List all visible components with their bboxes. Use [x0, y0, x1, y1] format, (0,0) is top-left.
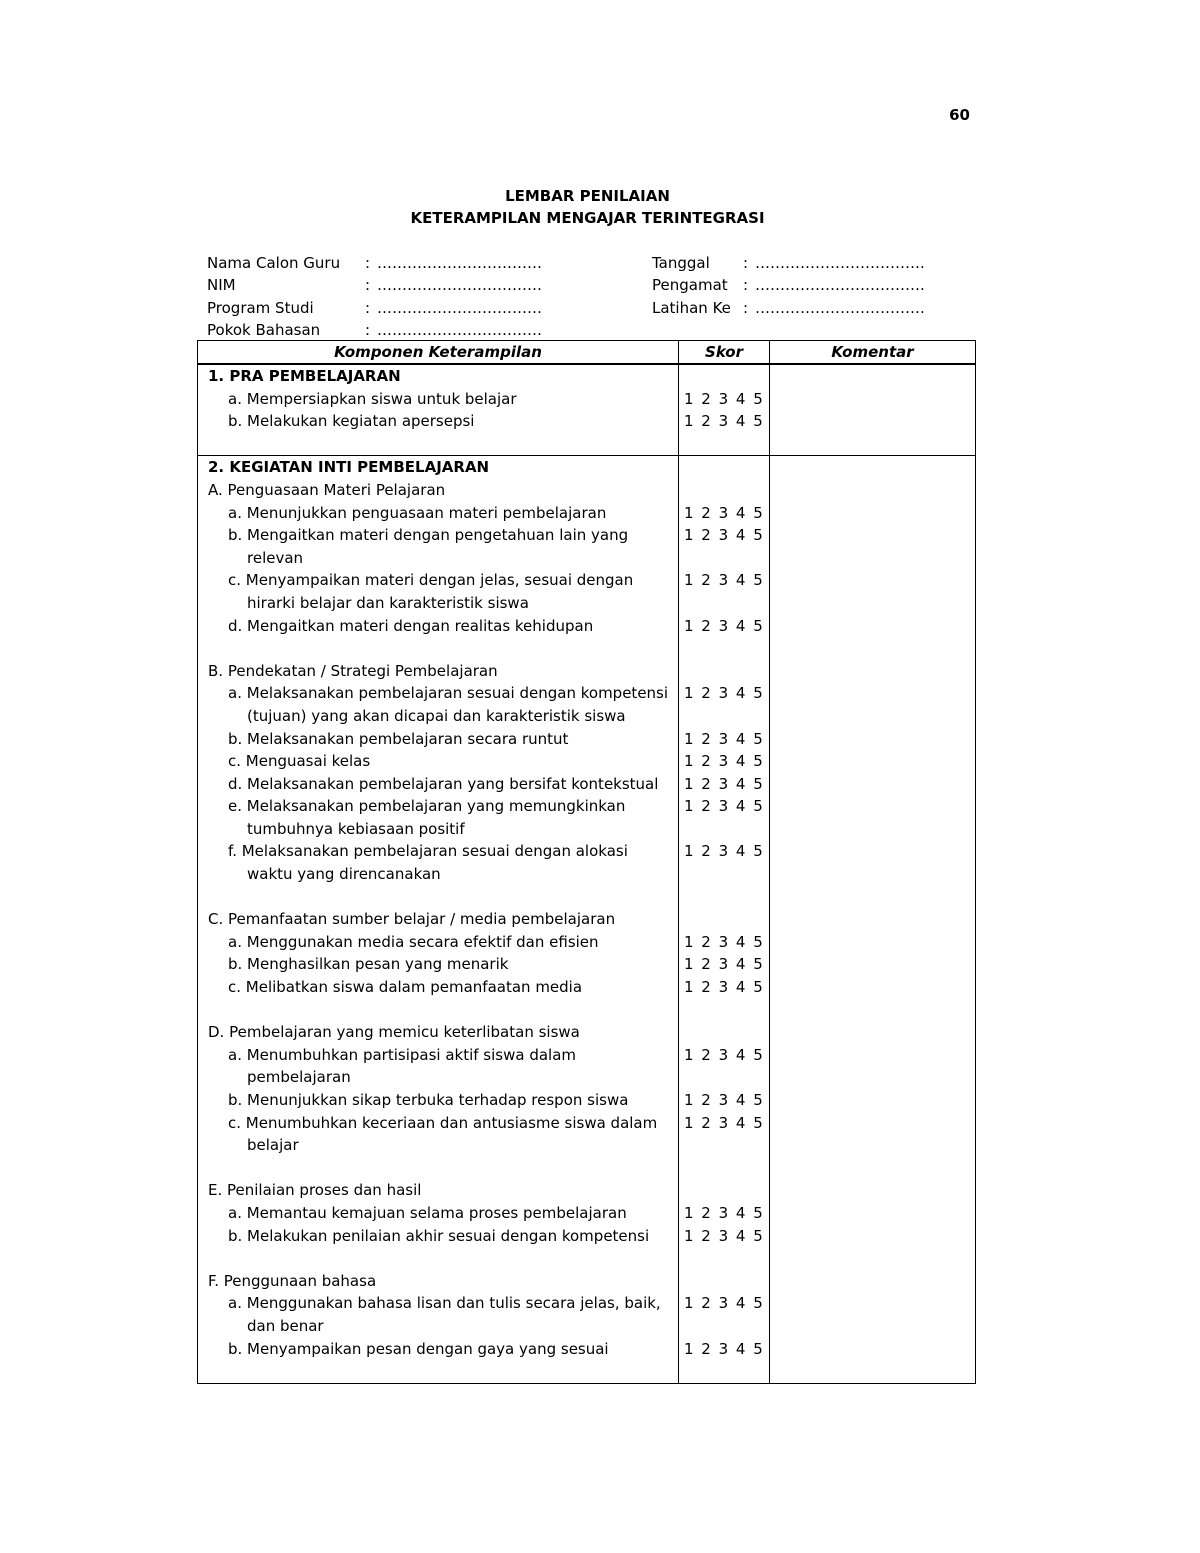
score-blank — [679, 456, 769, 479]
score-blank — [679, 1179, 769, 1202]
criterion-text: dan benar — [247, 1316, 324, 1335]
subsection-heading: F. Penggunaan bahasa — [208, 1271, 377, 1290]
blank-line — [198, 1247, 678, 1270]
criterion-text: c. Menyampaikan materi dengan jelas, sesuai dengan — [228, 571, 634, 590]
score-blank — [679, 1270, 769, 1293]
criterion-text: b. Menghasilkan pesan yang menarik — [228, 955, 509, 974]
criterion-text: b. Mengaitkan materi dengan pengetahuan lain yang — [228, 526, 629, 545]
score-scale[interactable]: 1 2 3 4 5 — [684, 1091, 764, 1109]
field-value[interactable]: ……………………………. — [755, 254, 925, 272]
blank-line — [198, 433, 678, 456]
score-blank — [679, 1066, 769, 1089]
score-blank — [679, 818, 769, 841]
score-blank — [679, 592, 769, 615]
header-komponen: Komponen Keterampilan — [198, 341, 679, 365]
blank-line — [198, 886, 678, 909]
score-blank — [679, 999, 769, 1022]
score-scale[interactable]: 1 2 3 4 5 — [684, 842, 764, 861]
score-blank — [679, 479, 769, 502]
score-scale[interactable]: 1 2 3 4 5 — [684, 955, 764, 974]
field-label: Program Studi — [207, 299, 314, 317]
score-blank — [679, 908, 769, 931]
score-scale[interactable]: 1 2 3 4 5 — [684, 1203, 764, 1222]
field-label: NIM — [207, 276, 236, 294]
criterion-text: c. Menumbuhkan keceriaan dan antusiasme siswa dalam — [228, 1113, 658, 1132]
criterion-text: a. Menggunakan media secara efektif dan efisien — [228, 932, 599, 951]
criterion-text: b. Melaksanakan pembelajaran secara runtut — [228, 729, 569, 748]
field-nama-calon-guru: Nama Calon Guru : …………………………… — [207, 254, 542, 272]
score-scale[interactable]: 1 2 3 4 5 — [684, 684, 764, 703]
section-heading: 2. KEGIATAN INTI PEMBELAJARAN — [208, 458, 490, 477]
blank-line — [198, 999, 678, 1022]
field-value[interactable]: …………………………… — [377, 299, 542, 317]
header-komentar: Komentar — [770, 341, 976, 365]
comment-cell[interactable] — [770, 456, 976, 1383]
score-blank — [679, 1315, 769, 1338]
field-label: Pengamat — [652, 276, 728, 294]
score-column — [679, 456, 770, 1383]
score-scale[interactable]: 1 2 3 4 5 — [684, 774, 764, 793]
criterion-text: waktu yang direncanakan — [247, 865, 441, 884]
subsection-heading: B. Pendekatan / Strategi Pembelajaran — [208, 661, 498, 680]
field-latihan-ke: Latihan Ke : ……………………………. — [652, 299, 925, 317]
comment-cell[interactable] — [770, 364, 976, 456]
score-scale[interactable]: 1 2 3 4 5 — [684, 752, 764, 771]
score-scale[interactable]: 1 2 3 4 5 — [684, 412, 764, 431]
score-scale[interactable]: 1 2 3 4 5 — [684, 616, 764, 635]
criterion-text: pembelajaran — [247, 1068, 351, 1087]
title-line-2: KETERAMPILAN MENGAJAR TERINTEGRASI — [410, 209, 765, 227]
criterion-text: (tujuan) yang akan dicapai dan karakteristik siswa — [247, 706, 626, 725]
score-scale[interactable]: 1 2 3 4 5 — [684, 1113, 764, 1132]
criterion-text: relevan — [247, 548, 304, 567]
field-pokok-bahasan: Pokok Bahasan : …………………………… — [207, 321, 542, 339]
field-value[interactable]: …………………………… — [377, 276, 542, 294]
score-scale[interactable]: 1 2 3 4 5 — [684, 797, 764, 816]
score-scale[interactable]: 1 2 3 4 5 — [684, 503, 764, 522]
section-heading: 1. PRA PEMBELAJARAN — [208, 367, 401, 385]
field-label: Pokok Bahasan — [207, 321, 321, 339]
field-label: Nama Calon Guru — [207, 254, 341, 272]
field-label: Tanggal — [652, 254, 710, 272]
score-scale[interactable]: 1 2 3 4 5 — [684, 526, 764, 545]
criterion-text: b. Melakukan penilaian akhir sesuai dengan kompetensi — [228, 1226, 650, 1245]
criterion-text: tumbuhnya kebiasaan positif — [247, 819, 465, 838]
score-blank — [679, 1247, 769, 1270]
score-scale[interactable]: 1 2 3 4 5 — [684, 1226, 764, 1245]
score-blank — [679, 1134, 769, 1157]
score-blank — [679, 705, 769, 728]
score-scale[interactable]: 1 2 3 4 5 — [684, 729, 764, 748]
criterion-text: e. Melaksanakan pembelajaran yang memungkinkan — [228, 797, 626, 816]
score-scale[interactable]: 1 2 3 4 5 — [684, 1045, 764, 1064]
blank-line — [198, 1360, 678, 1383]
title-line-1: LEMBAR PENILAIAN — [505, 187, 670, 205]
page-number: 60 — [949, 106, 970, 124]
criterion-text: c. Menguasai kelas — [228, 752, 371, 771]
criterion-text: a. Menumbuhkan partisipasi aktif siswa dalam — [228, 1045, 577, 1064]
subsection-heading: E. Penilaian proses dan hasil — [208, 1181, 422, 1200]
score-scale[interactable]: 1 2 3 4 5 — [684, 932, 764, 951]
criterion-text: b. Menunjukkan sikap terbuka terhadap respon siswa — [228, 1091, 629, 1109]
field-pengamat: Pengamat : ……………………………. — [652, 276, 925, 294]
score-scale[interactable]: 1 2 3 4 5 — [684, 571, 764, 590]
field-value[interactable]: …………………………… — [377, 321, 542, 339]
score-blank — [679, 365, 769, 388]
criterion-text: d. Melaksanakan pembelajaran yang bersifat kontekstual — [228, 774, 659, 793]
field-value[interactable]: ……………………………. — [755, 299, 925, 317]
field-nim: NIM : …………………………… — [207, 276, 542, 294]
field-value[interactable]: ……………………………. — [755, 276, 925, 294]
component-column — [198, 364, 679, 456]
score-scale[interactable]: 1 2 3 4 5 — [684, 1294, 764, 1313]
score-blank — [679, 660, 769, 683]
field-tanggal: Tanggal : ……………………………. — [652, 254, 925, 272]
criterion-text: a. Melaksanakan pembelajaran sesuai dengan kompetensi — [228, 684, 669, 703]
criterion-text: b. Menyampaikan pesan dengan gaya yang sesuai — [228, 1339, 609, 1358]
score-scale[interactable]: 1 2 3 4 5 — [684, 1339, 764, 1358]
score-blank — [679, 1157, 769, 1180]
component-column — [198, 456, 679, 1383]
criterion-text: a. Menggunakan bahasa lisan dan tulis secara jelas, baik, — [228, 1294, 661, 1313]
document-title — [200, 185, 975, 229]
subsection-heading: C. Pemanfaatan sumber belajar / media pembelajaran — [208, 910, 616, 929]
field-value[interactable]: …………………………… — [377, 254, 542, 272]
score-scale[interactable]: 1 2 3 4 5 — [684, 389, 764, 408]
subsection-heading: A. Penguasaan Materi Pelajaran — [208, 480, 446, 499]
field-label: Latihan Ke — [652, 299, 731, 317]
blank-line — [198, 637, 678, 660]
criterion-text: b. Melakukan kegiatan apersepsi — [228, 412, 475, 431]
score-blank — [679, 886, 769, 909]
criterion-text: hirarki belajar dan karakteristik siswa — [247, 593, 529, 612]
assessment-table — [197, 340, 976, 1384]
score-column — [679, 364, 770, 456]
criterion-text: c. Melibatkan siswa dalam pemanfaatan media — [228, 978, 583, 997]
criterion-text: f. Melaksanakan pembelajaran sesuai dengan alokasi — [228, 842, 628, 861]
criterion-text: a. Mempersiapkan siswa untuk belajar — [228, 389, 517, 408]
table-header-row — [198, 341, 976, 365]
score-blank — [679, 433, 769, 456]
score-blank — [679, 863, 769, 886]
subsection-heading: D. Pembelajaran yang memicu keterlibatan siswa — [208, 1023, 580, 1042]
blank-line — [198, 1157, 678, 1180]
criterion-text: d. Mengaitkan materi dengan realitas kehidupan — [228, 616, 594, 635]
criterion-text: belajar — [247, 1136, 299, 1155]
field-program-studi: Program Studi : …………………………… — [207, 299, 542, 317]
score-blank — [679, 1360, 769, 1383]
score-blank — [679, 547, 769, 570]
criterion-text: a. Menunjukkan penguasaan materi pembelajaran — [228, 503, 607, 522]
score-scale[interactable]: 1 2 3 4 5 — [684, 978, 764, 997]
section-pra-pembelajaran — [198, 364, 976, 456]
score-blank — [679, 637, 769, 660]
score-blank — [679, 1021, 769, 1044]
header-skor: Skor — [679, 341, 770, 365]
criterion-text: a. Memantau kemajuan selama proses pembelajaran — [228, 1203, 627, 1222]
section-kegiatan-inti — [198, 456, 976, 1383]
